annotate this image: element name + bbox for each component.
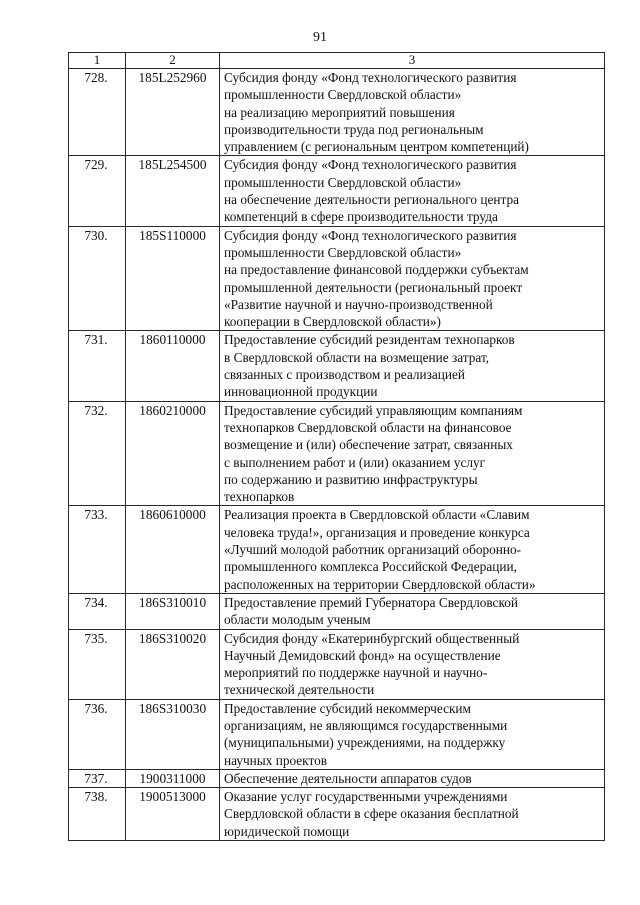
name-line: Субсидия фонду «Фонд технологического развития bbox=[224, 227, 517, 243]
name-line: на предоставление финансовой поддержки субъектам bbox=[224, 262, 529, 278]
name-line: технической деятельности bbox=[224, 682, 375, 698]
target-article-name bbox=[220, 769, 605, 787]
table-row bbox=[69, 506, 605, 593]
name-line: организациям, не являющимся государственными bbox=[224, 717, 508, 733]
name-line: «Лучший молодой работник организаций оборонно- bbox=[224, 542, 522, 558]
name-line: промышленного комплекса Российской Федерации, bbox=[224, 559, 517, 575]
name-line: возмещение и (или) обеспечение затрат, связанных bbox=[224, 437, 513, 453]
target-article-code: 186S310010 bbox=[126, 593, 220, 629]
name-line: технопарков Свердловской области на финансовое bbox=[224, 419, 512, 435]
name-line: на обеспечение деятельности регионального центра bbox=[224, 192, 520, 208]
target-article-code: 185L252960 bbox=[126, 69, 220, 156]
name-line: Реализация проекта в Свердловской области «Славим bbox=[224, 507, 530, 523]
name-line: Оказание услуг государственными учреждениями bbox=[224, 789, 508, 805]
row-number: 738. bbox=[69, 788, 126, 841]
name-line: научных проектов bbox=[224, 752, 328, 768]
name-line: Субсидия фонду «Фонд технологического развития bbox=[224, 70, 517, 85]
row-number: 728. bbox=[69, 69, 126, 156]
target-article-code: 1900513000 bbox=[126, 788, 220, 841]
column-header-code: 2 bbox=[126, 53, 220, 69]
row-number: 735. bbox=[69, 629, 126, 699]
target-article-code: 1860110000 bbox=[126, 331, 220, 401]
name-line: Научный Демидовский фонд» на осуществление bbox=[224, 647, 501, 663]
target-article-name bbox=[220, 699, 605, 769]
row-number: 737. bbox=[69, 769, 126, 787]
table-row bbox=[69, 769, 605, 787]
name-line: человека труда!», организация и проведение конкурса bbox=[224, 524, 530, 540]
target-article-code: 186S310030 bbox=[126, 699, 220, 769]
name-line: компетенций в сфере производительности труда bbox=[224, 209, 498, 225]
target-article-name bbox=[220, 788, 605, 841]
name-line: на реализацию мероприятий повышения bbox=[224, 104, 455, 120]
target-article-code: 186S310020 bbox=[126, 629, 220, 699]
name-line: юридической помощи bbox=[224, 823, 350, 839]
name-line: «Развитие научной и научно-производственной bbox=[224, 296, 493, 312]
target-article-name bbox=[220, 506, 605, 593]
name-line: промышленности Свердловской области» bbox=[224, 87, 462, 103]
row-number: 733. bbox=[69, 506, 126, 593]
table-row bbox=[69, 156, 605, 226]
name-line: Предоставление субсидий управляющим компаниям bbox=[224, 402, 523, 418]
name-line: Предоставление субсидий некоммерческим bbox=[224, 700, 471, 716]
name-line: Свердловской области в сфере оказания бесплатной bbox=[224, 806, 519, 822]
target-article-code: 1900311000 bbox=[126, 769, 220, 787]
target-article-name bbox=[220, 156, 605, 226]
name-line: мероприятий по поддержке научной и научно- bbox=[224, 665, 488, 681]
table-row bbox=[69, 629, 605, 699]
row-number: 729. bbox=[69, 156, 126, 226]
target-article-code: 1860610000 bbox=[126, 506, 220, 593]
name-line: промышленности Свердловской области» bbox=[224, 174, 462, 190]
name-line: (муниципальными) учреждениями, на поддержку bbox=[224, 735, 506, 751]
target-article-name bbox=[220, 331, 605, 401]
table-row bbox=[69, 593, 605, 629]
name-line: области молодым ученым bbox=[224, 612, 371, 628]
target-article-code: 185S110000 bbox=[126, 226, 220, 331]
row-number: 730. bbox=[69, 226, 126, 331]
name-line: Обеспечение деятельности аппаратов судов bbox=[224, 770, 472, 786]
name-line: с выполнением работ и (или) оказанием услуг bbox=[224, 454, 486, 470]
name-line: расположенных на территории Свердловской области» bbox=[224, 576, 536, 592]
table-row bbox=[69, 69, 605, 156]
name-line: Субсидия фонду «Фонд технологического развития bbox=[224, 157, 517, 173]
column-header-number: 1 bbox=[69, 53, 126, 69]
target-article-name bbox=[220, 629, 605, 699]
name-line: производительности труда под региональным bbox=[224, 121, 484, 137]
target-article-code: 185L254500 bbox=[126, 156, 220, 226]
row-number: 732. bbox=[69, 401, 126, 506]
budget-classification-table bbox=[68, 52, 605, 841]
target-article-name bbox=[220, 226, 605, 331]
name-line: Предоставление премий Губернатора Свердловской bbox=[224, 594, 519, 610]
name-line: связанных с производством и реализацией bbox=[224, 367, 465, 383]
target-article-name bbox=[220, 69, 605, 156]
row-number: 731. bbox=[69, 331, 126, 401]
table-row bbox=[69, 331, 605, 401]
name-line: инновационной продукции bbox=[224, 384, 378, 400]
name-line: Предоставление субсидий резидентам технопарков bbox=[224, 332, 515, 348]
name-line: промышленной деятельности (региональный проект bbox=[224, 279, 523, 295]
row-number: 736. bbox=[69, 699, 126, 769]
name-line: Субсидия фонду «Екатеринбургский общественный bbox=[224, 630, 520, 646]
name-line: по содержанию и развитию инфраструктуры bbox=[224, 471, 478, 487]
table-header-row bbox=[69, 53, 605, 69]
page-number: 91 bbox=[313, 30, 327, 45]
target-article-code: 1860210000 bbox=[126, 401, 220, 506]
row-number: 734. bbox=[69, 593, 126, 629]
name-line: управлением (с региональным центром компетенций) bbox=[224, 139, 529, 155]
name-line: технопарков bbox=[224, 489, 295, 505]
column-header-name: 3 bbox=[220, 53, 605, 69]
table-row bbox=[69, 699, 605, 769]
target-article-name bbox=[220, 593, 605, 629]
table-row bbox=[69, 401, 605, 506]
name-line: промышленности Свердловской области» bbox=[224, 244, 462, 260]
target-article-name bbox=[220, 401, 605, 506]
name-line: кооперации в Свердловской области») bbox=[224, 314, 441, 330]
table-body bbox=[69, 69, 605, 841]
table-row bbox=[69, 788, 605, 841]
table-row bbox=[69, 226, 605, 331]
name-line: в Свердловской области на возмещение затрат, bbox=[224, 349, 490, 365]
